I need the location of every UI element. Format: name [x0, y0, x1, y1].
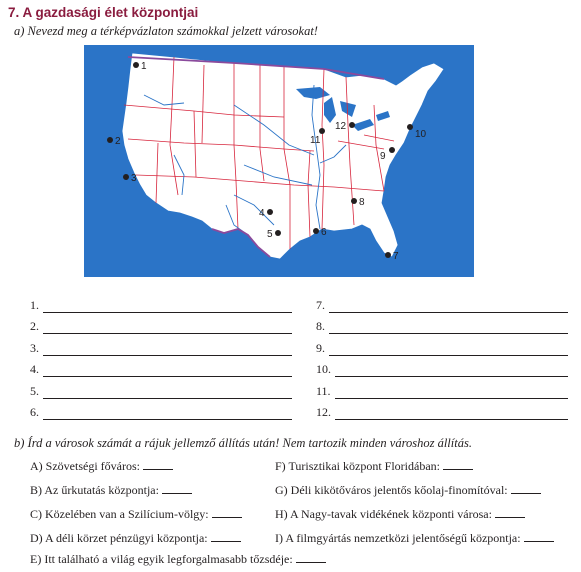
statement-b [30, 483, 192, 498]
statement-e [30, 552, 326, 567]
city-dot-12 [349, 122, 355, 128]
answer-line-8[interactable] [316, 318, 568, 334]
statement-text: G) Déli kikötőváros jelentős kőolaj-finomítóval: [275, 483, 508, 497]
statement-a [30, 459, 173, 474]
city-label-3: 3 [131, 173, 137, 184]
city-dot-10 [407, 124, 413, 130]
answer-line-9[interactable] [316, 340, 568, 356]
statement-answer-blank[interactable] [143, 459, 173, 470]
city-label-4: 4 [259, 208, 265, 219]
answer-number: 9. [316, 341, 325, 355]
answer-line-11[interactable] [316, 383, 568, 399]
answer-line-10[interactable] [316, 361, 568, 377]
city-dot-2 [107, 137, 113, 143]
answer-number: 10. [316, 362, 331, 376]
city-dot-1 [133, 62, 139, 68]
answer-field[interactable] [329, 300, 568, 313]
answer-number: 12. [316, 405, 331, 419]
city-label-8: 8 [359, 197, 365, 208]
city-dot-9 [389, 147, 395, 153]
answer-number: 2. [30, 319, 39, 333]
city-label-7: 7 [393, 251, 399, 262]
answer-field[interactable] [43, 300, 292, 313]
answer-field[interactable] [335, 364, 568, 377]
city-label-5: 5 [267, 229, 273, 240]
statement-d [30, 531, 241, 546]
statement-answer-blank[interactable] [443, 459, 473, 470]
answer-field[interactable] [43, 321, 292, 334]
city-dot-6 [313, 228, 319, 234]
answer-field[interactable] [335, 407, 568, 420]
answer-line-12[interactable] [316, 404, 568, 420]
city-dot-5 [275, 230, 281, 236]
instruction-a: a) Nevezd meg a térképvázlaton számokkal jelzett városokat! [14, 24, 318, 38]
city-dot-4 [267, 209, 273, 215]
statement-text: C) Közelében van a Szilícium-völgy: [30, 507, 209, 521]
city-label-11: 11 [310, 135, 321, 146]
statement-g [275, 483, 541, 498]
statement-text: I) A filmgyártás nemzetközi jelentőségű központja: [275, 531, 521, 545]
answer-number: 7. [316, 298, 325, 312]
statement-answer-blank[interactable] [162, 483, 192, 494]
answer-field[interactable] [335, 386, 568, 399]
answer-field[interactable] [43, 364, 292, 377]
statement-answer-blank[interactable] [212, 507, 242, 518]
statement-text: E) Itt található a világ egyik legforgalmasabb tőzsdéje: [30, 552, 293, 566]
statement-h [275, 507, 525, 522]
instruction-b: b) Írd a városok számát a rájuk jellemző állítás után! Nem tartozik minden városhoz állítás. [14, 436, 472, 450]
city-dot-8 [351, 198, 357, 204]
city-dot-11 [319, 128, 325, 134]
exercise-title: 7. A gazdasági élet központjai [8, 5, 199, 20]
answer-number: 11. [316, 384, 331, 398]
statement-i [275, 531, 554, 546]
city-label-10: 10 [415, 129, 427, 140]
statement-text: A) Szövetségi főváros: [30, 459, 140, 473]
answer-field[interactable] [329, 321, 568, 334]
answer-number: 6. [30, 405, 39, 419]
statement-text: F) Turisztikai központ Floridában: [275, 459, 440, 473]
city-label-9: 9 [380, 151, 386, 162]
statement-answer-blank[interactable] [296, 552, 326, 563]
answer-line-7[interactable] [316, 297, 568, 313]
city-label-2: 2 [115, 136, 121, 147]
answer-line-5[interactable] [30, 383, 292, 399]
statement-answer-blank[interactable] [211, 531, 241, 542]
answer-line-1[interactable] [30, 297, 292, 313]
answer-line-3[interactable] [30, 340, 292, 356]
city-label-12: 12 [335, 121, 347, 132]
statement-c [30, 507, 242, 522]
statement-f [275, 459, 473, 474]
city-dot-3 [123, 174, 129, 180]
answer-line-6[interactable] [30, 404, 292, 420]
answer-number: 4. [30, 362, 39, 376]
city-dot-7 [385, 252, 391, 258]
city-label-1: 1 [141, 61, 147, 72]
city-label-6: 6 [321, 227, 327, 238]
statement-answer-blank[interactable] [511, 483, 541, 494]
answer-line-4[interactable] [30, 361, 292, 377]
statement-text: H) A Nagy-tavak vidékének központi városa: [275, 507, 492, 521]
answer-line-2[interactable] [30, 318, 292, 334]
statement-text: B) Az űrkutatás központja: [30, 483, 159, 497]
answer-field[interactable] [43, 407, 292, 420]
answer-number: 1. [30, 298, 39, 312]
answer-number: 8. [316, 319, 325, 333]
answer-number: 5. [30, 384, 39, 398]
answer-field[interactable] [43, 386, 292, 399]
statement-answer-blank[interactable] [524, 531, 554, 542]
answer-field[interactable] [43, 343, 292, 356]
statement-text: D) A déli körzet pénzügyi központja: [30, 531, 208, 545]
statement-answer-blank[interactable] [495, 507, 525, 518]
usa-map [84, 45, 474, 277]
answer-field[interactable] [329, 343, 568, 356]
answer-number: 3. [30, 341, 39, 355]
